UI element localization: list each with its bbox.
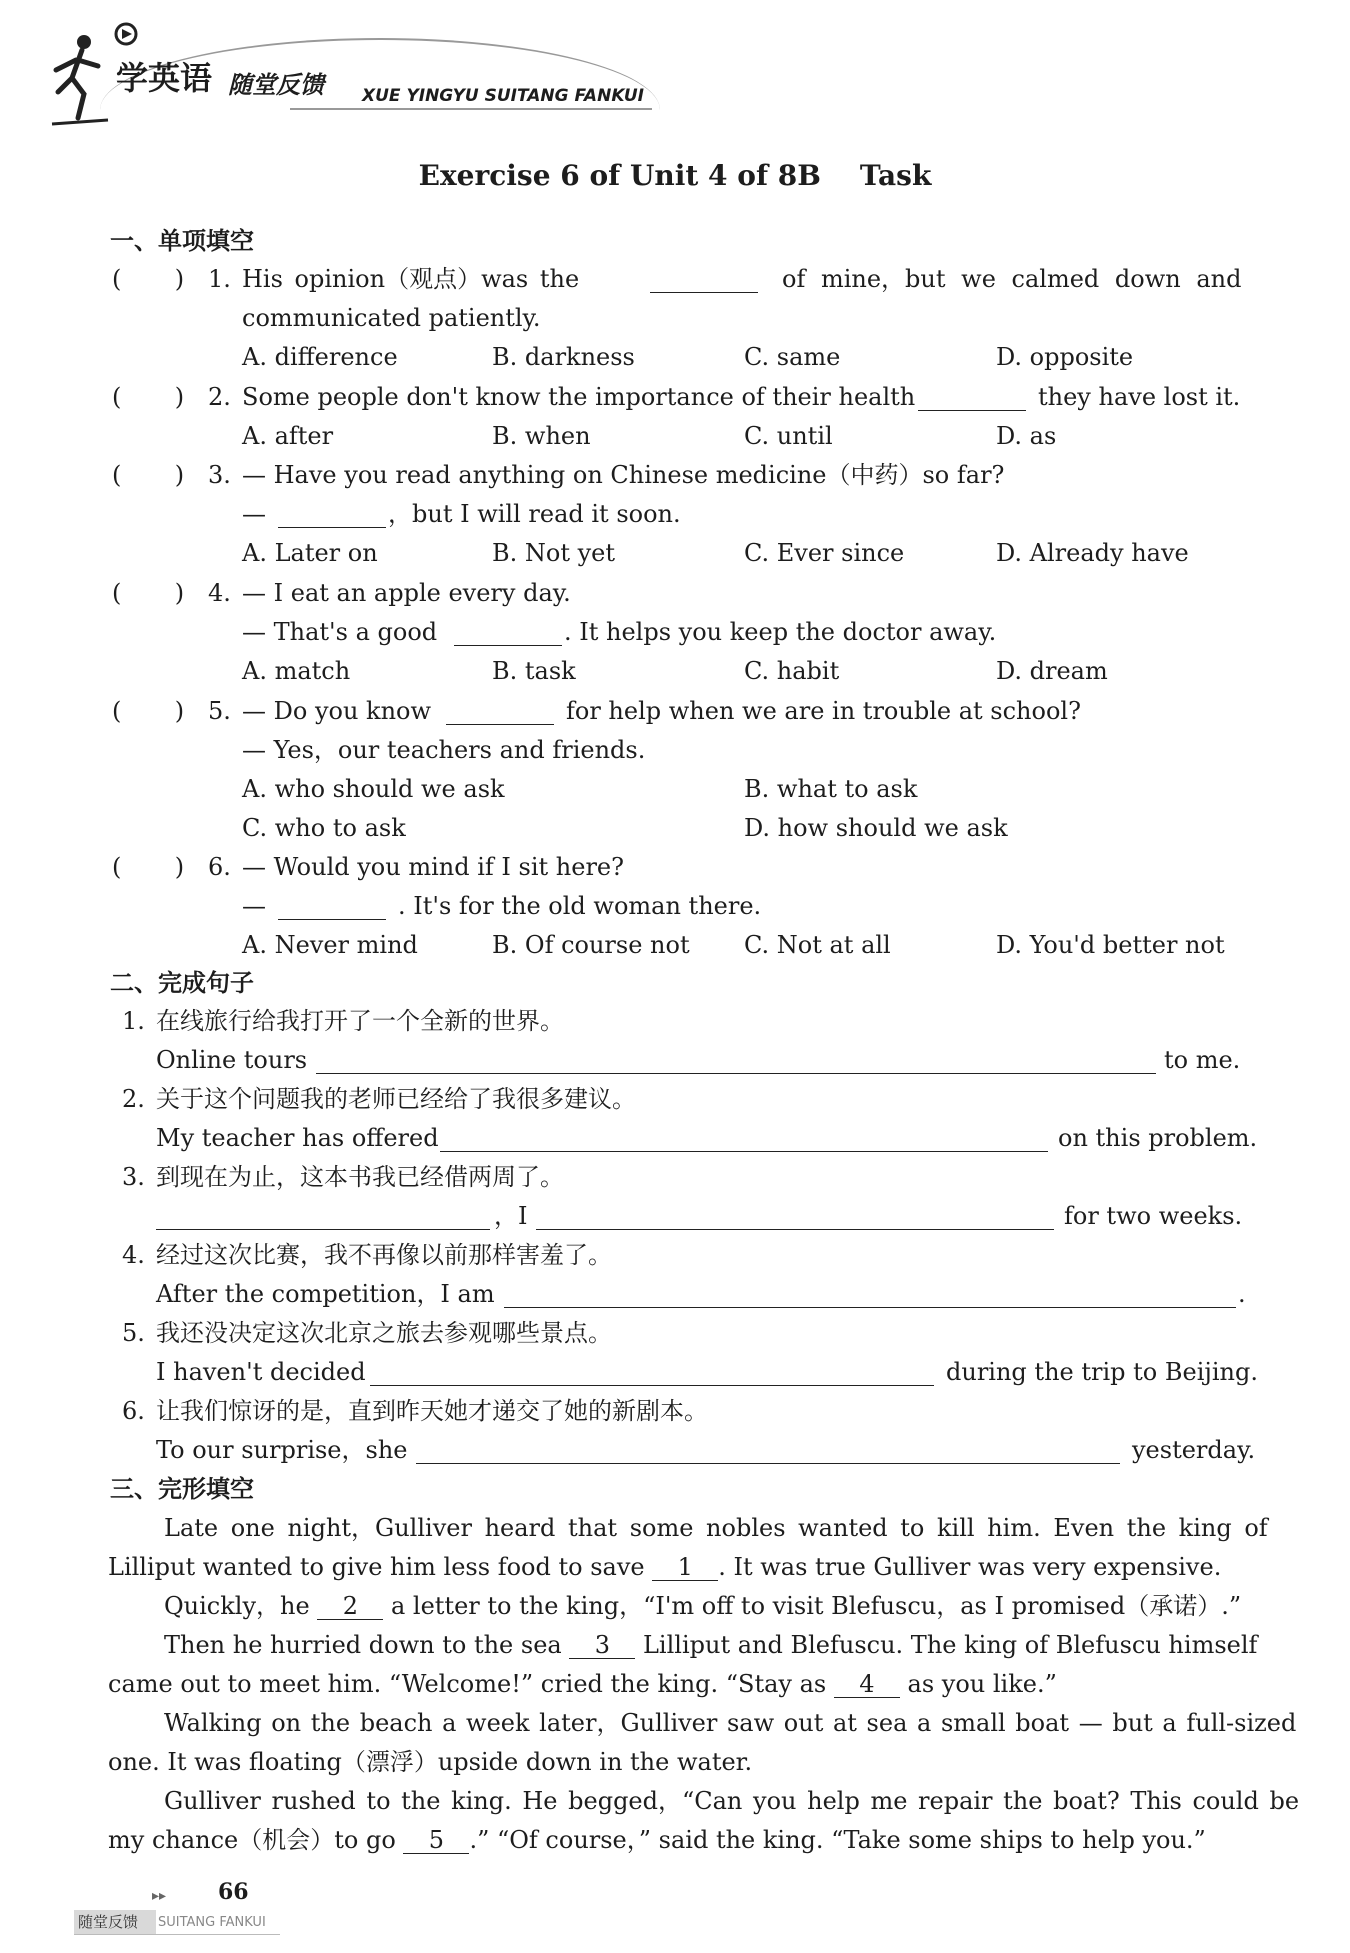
page-arrow-icon: ▸▸ bbox=[152, 1888, 167, 1904]
section2-heading: 二、完成句子 bbox=[110, 969, 254, 997]
dialogue-dash: — bbox=[242, 892, 266, 920]
option[interactable]: B. Of course not bbox=[492, 931, 690, 959]
sentence-end: . bbox=[1238, 1280, 1246, 1308]
option[interactable]: B. task bbox=[492, 657, 576, 685]
passage-text: a letter to the king，“I'm off to visit Blefuscu，as I promised（承诺）.” bbox=[390, 1592, 1242, 1620]
sentence-end: to me. bbox=[1164, 1046, 1241, 1074]
answer-line[interactable] bbox=[440, 1151, 1048, 1152]
header-sub-cn: 随堂反馈 bbox=[228, 71, 324, 99]
answer-line[interactable] bbox=[416, 1463, 1120, 1464]
option[interactable]: D. opposite bbox=[996, 343, 1134, 371]
sentence-start: Online tours bbox=[156, 1046, 308, 1074]
answer-bracket[interactable]: ( ) bbox=[112, 579, 185, 607]
sentence-end: on this problem. bbox=[1058, 1124, 1258, 1152]
question-text: — Would you mind if I sit here? bbox=[242, 853, 624, 881]
question-text: they have lost it. bbox=[1038, 383, 1241, 411]
answer-bracket[interactable]: ( ) bbox=[112, 383, 185, 411]
question-number: 6. bbox=[208, 853, 231, 881]
option[interactable]: C. Ever since bbox=[744, 539, 905, 567]
sentence-end: for two weeks. bbox=[1064, 1202, 1243, 1230]
chinese-prompt: 关于这个问题我的老师已经给了我很多建议。 bbox=[156, 1085, 636, 1113]
option[interactable]: B. darkness bbox=[492, 343, 635, 371]
sentence-start: After the competition，I am bbox=[156, 1280, 495, 1308]
option[interactable]: C. until bbox=[744, 422, 833, 450]
section3-heading: 三、完形填空 bbox=[110, 1475, 254, 1503]
option[interactable]: D. as bbox=[996, 422, 1057, 450]
question-number: 4. bbox=[208, 579, 231, 607]
option[interactable]: B. Not yet bbox=[492, 539, 616, 567]
item-number: 5. bbox=[122, 1319, 145, 1347]
question-text: — I eat an apple every day. bbox=[242, 579, 571, 607]
sentence-middle: ，I bbox=[494, 1202, 528, 1230]
answer-line[interactable] bbox=[536, 1229, 1054, 1230]
item-number: 3. bbox=[122, 1163, 145, 1191]
item-number: 6. bbox=[122, 1397, 145, 1425]
sentence-start: I haven't decided bbox=[156, 1358, 366, 1386]
answer-bracket[interactable]: ( ) bbox=[112, 853, 185, 881]
answer-bracket[interactable]: ( ) bbox=[112, 697, 185, 725]
option[interactable]: B. when bbox=[492, 422, 591, 450]
option[interactable]: C. same bbox=[744, 343, 841, 371]
passage-line bbox=[164, 1630, 1257, 1660]
answer-line[interactable] bbox=[370, 1385, 934, 1386]
cloze-blank-1[interactable]: 1 bbox=[652, 1554, 718, 1581]
passage-text: Then he hurried down to the sea bbox=[164, 1631, 562, 1659]
option[interactable]: A. after bbox=[242, 422, 334, 450]
option[interactable]: C. habit bbox=[744, 657, 840, 685]
dialogue-dash: — bbox=[242, 500, 266, 528]
passage-line: one. It was floating（漂浮）upside down in the water. bbox=[108, 1748, 753, 1776]
question-text: Some people don't know the importance of their health bbox=[242, 383, 916, 411]
passage-text: Quickly，he bbox=[164, 1592, 310, 1620]
option[interactable]: D. dream bbox=[996, 657, 1108, 685]
sentence-start: To our surprise，she bbox=[156, 1436, 408, 1464]
answer-blank[interactable] bbox=[278, 527, 386, 528]
question-number: 2. bbox=[208, 383, 231, 411]
question-text: . It's for the old woman there. bbox=[398, 892, 762, 920]
question-text: communicated patiently. bbox=[242, 304, 541, 332]
answer-blank[interactable] bbox=[454, 645, 562, 646]
page-number: 66 bbox=[218, 1879, 249, 1905]
option[interactable]: A. difference bbox=[242, 343, 398, 371]
passage-text: came out to meet him. “Welcome!” cried the king. “Stay as bbox=[108, 1670, 827, 1698]
passage-text: Lilliput and Blefuscu. The king of Blefuscu himself bbox=[642, 1631, 1258, 1659]
sentence-start: My teacher has offered bbox=[156, 1124, 439, 1152]
passage-text: Lilliput wanted to give him less food to save bbox=[108, 1553, 645, 1581]
cloze-blank-3[interactable]: 3 bbox=[569, 1632, 635, 1659]
option[interactable]: D. You'd better not bbox=[996, 931, 1225, 959]
answer-line[interactable] bbox=[156, 1229, 490, 1230]
passage-text: my chance（机会）to go bbox=[108, 1826, 396, 1854]
sentence-end: yesterday. bbox=[1132, 1436, 1256, 1464]
question-text: . It helps you keep the doctor away. bbox=[564, 618, 997, 646]
header-brand-cn: 学英语 bbox=[116, 59, 213, 97]
passage-line bbox=[108, 1552, 1221, 1582]
option[interactable]: C. Not at all bbox=[744, 931, 891, 959]
item-number: 1. bbox=[122, 1007, 145, 1035]
item-number: 2. bbox=[122, 1085, 145, 1113]
cloze-blank-4[interactable]: 4 bbox=[834, 1671, 900, 1698]
passage-line bbox=[108, 1825, 1206, 1855]
chinese-prompt: 经过这次比赛，我不再像以前那样害羞了。 bbox=[156, 1241, 612, 1269]
header-brand-en: XUE YINGYU SUITANG FANKUI bbox=[362, 86, 645, 106]
passage-line: Late one night，Gulliver heard that some nobles wanted to kill him. Even the king of bbox=[164, 1514, 1268, 1542]
passage-line: Gulliver rushed to the king. He begged，“Can you help me repair the boat? This could be bbox=[164, 1787, 1300, 1815]
cloze-blank-5[interactable]: 5 bbox=[403, 1827, 469, 1854]
answer-line[interactable] bbox=[504, 1307, 1236, 1308]
passage-line bbox=[108, 1669, 1057, 1699]
option[interactable]: A. match bbox=[242, 657, 351, 685]
option[interactable]: A. Later on bbox=[242, 539, 378, 567]
header-underline bbox=[290, 108, 652, 110]
answer-blank[interactable] bbox=[918, 410, 1026, 411]
question-number: 1. bbox=[208, 265, 231, 293]
item-number: 4. bbox=[122, 1241, 145, 1269]
chinese-prompt: 在线旅行给我打开了一个全新的世界。 bbox=[156, 1007, 564, 1035]
footer-rule bbox=[74, 1934, 280, 1935]
passage-text: .” “Of course，” said the king. “Take some ships to help you.” bbox=[469, 1826, 1206, 1854]
passage-line: Walking on the beach a week later，Gulliver saw out at sea a small boat — but a full-sized bbox=[164, 1709, 1297, 1737]
question-number: 3. bbox=[208, 461, 231, 489]
passage-text: . It was true Gulliver was very expensive. bbox=[718, 1553, 1222, 1581]
footer-label-cn: 随堂反馈 bbox=[78, 1913, 139, 1931]
footer-label-en: SUITANG FANKUI bbox=[158, 1915, 266, 1930]
option[interactable]: C. who to ask bbox=[242, 814, 406, 842]
question-text: — Do you know bbox=[242, 697, 432, 725]
sentence-end: during the trip to Beijing. bbox=[946, 1358, 1258, 1386]
chinese-prompt: 我还没决定这次北京之旅去参观哪些景点。 bbox=[156, 1319, 612, 1347]
answer-bracket[interactable]: ( ) bbox=[112, 461, 185, 489]
question-text: — Have you read anything on Chinese medicine（中药）so far? bbox=[242, 461, 1005, 489]
option[interactable]: A. Never mind bbox=[242, 931, 418, 959]
question-text: — Yes，our teachers and friends. bbox=[242, 736, 646, 764]
question-number: 5. bbox=[208, 697, 231, 725]
cloze-blank-2[interactable]: 2 bbox=[317, 1593, 383, 1620]
chinese-prompt: 让我们惊讶的是，直到昨天她才递交了她的新剧本。 bbox=[156, 1397, 708, 1425]
answer-line[interactable] bbox=[316, 1073, 1156, 1074]
question-text: for help when we are in trouble at school? bbox=[566, 697, 1081, 725]
option[interactable]: B. what to ask bbox=[744, 775, 918, 803]
question-text: His opinion（观点）was the bbox=[242, 265, 580, 293]
answer-blank[interactable] bbox=[650, 292, 758, 293]
option[interactable]: D. Already have bbox=[996, 539, 1189, 567]
question-text: of mine，but we calmed down and bbox=[782, 265, 1242, 293]
question-text: — That's a good bbox=[242, 618, 438, 646]
section1-heading: 一、单项填空 bbox=[110, 227, 254, 255]
option[interactable]: A. who should we ask bbox=[242, 775, 505, 803]
option[interactable]: D. how should we ask bbox=[744, 814, 1008, 842]
answer-blank[interactable] bbox=[278, 919, 386, 920]
page-title: Exercise 6 of Unit 4 of 8B Task bbox=[418, 159, 932, 192]
question-text: ，but I will read it soon. bbox=[388, 500, 681, 528]
answer-bracket[interactable]: ( ) bbox=[112, 265, 185, 293]
chinese-prompt: 到现在为止，这本书我已经借两周了。 bbox=[156, 1163, 564, 1191]
passage-text: as you like.” bbox=[907, 1670, 1057, 1698]
answer-blank[interactable] bbox=[446, 724, 554, 725]
passage-line bbox=[164, 1591, 1241, 1621]
